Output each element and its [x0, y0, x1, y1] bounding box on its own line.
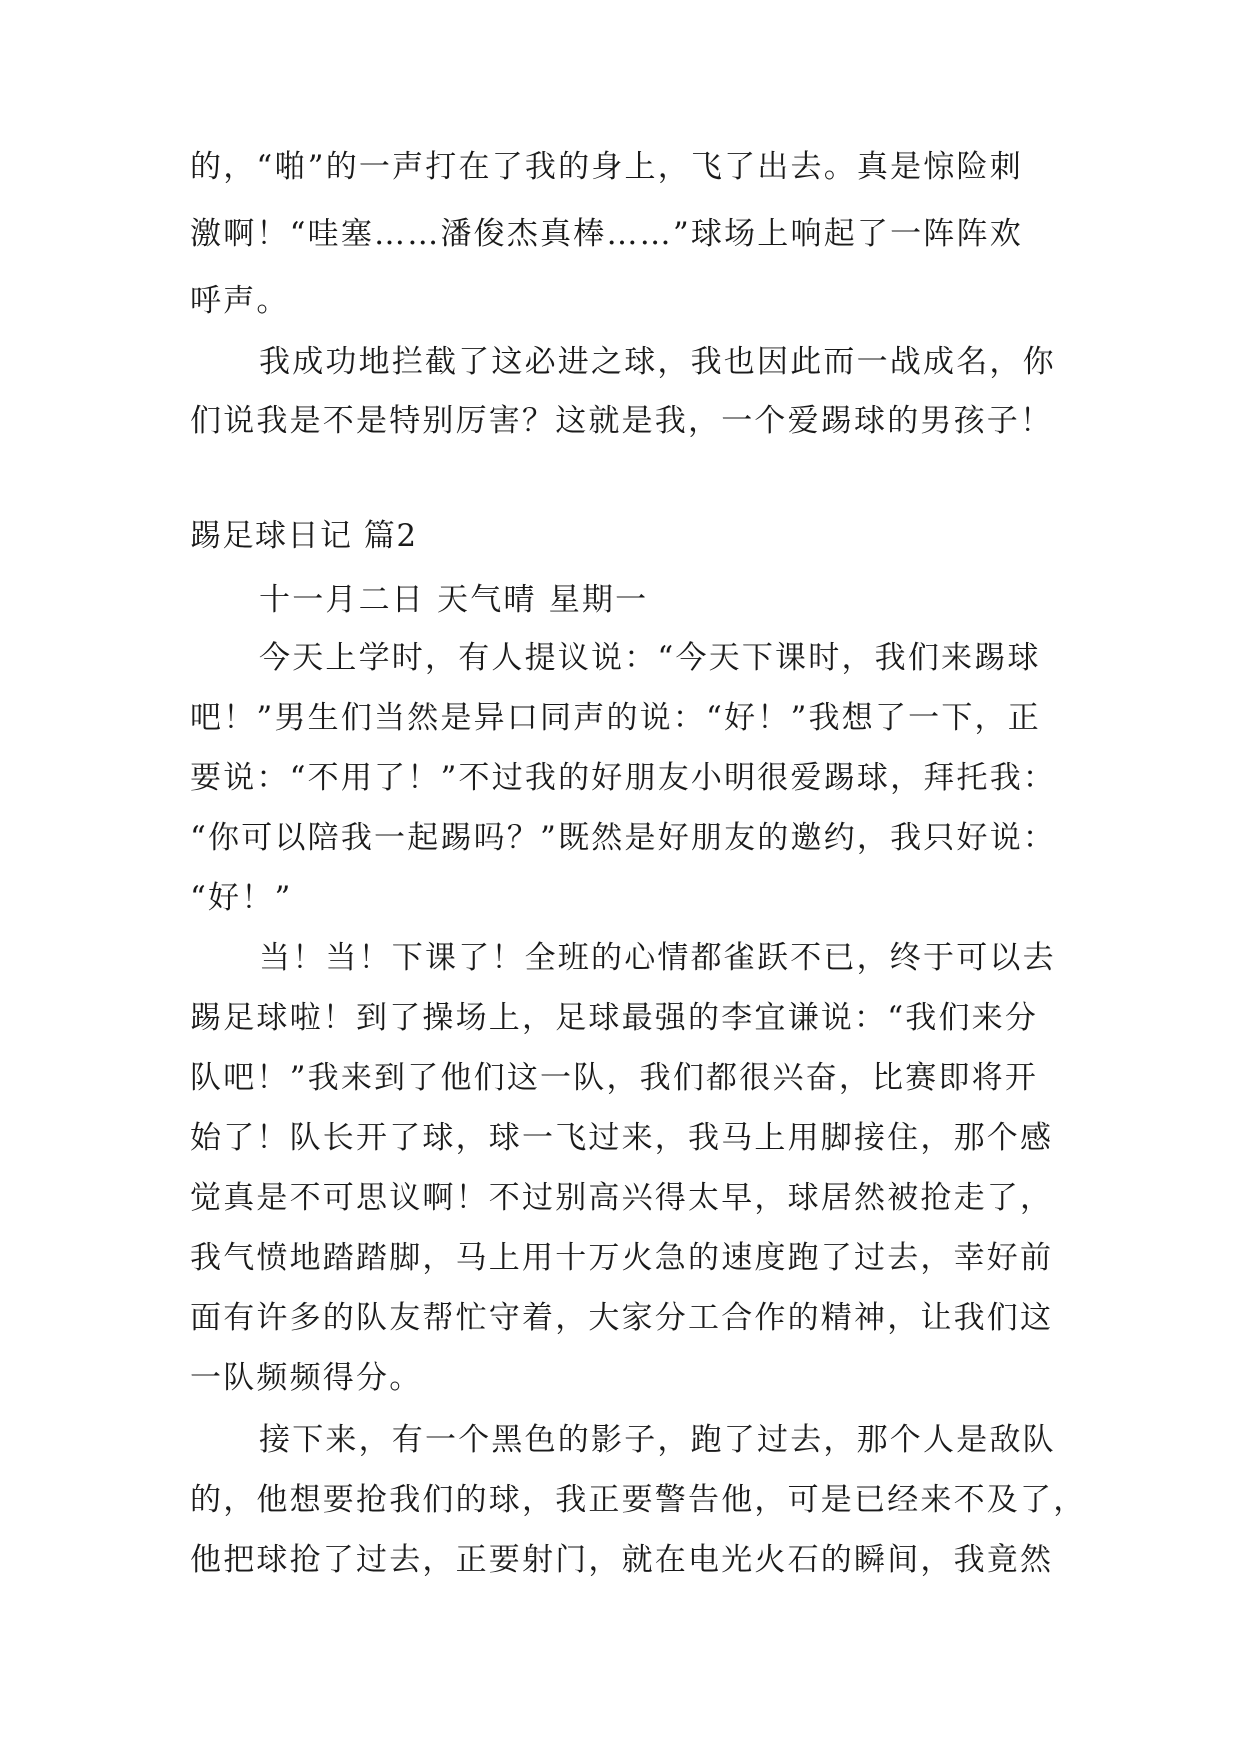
- paragraph-line: 他把球抢了过去，正要射门，就在电光火石的瞬间，我竟然: [190, 1542, 1054, 1578]
- paragraph-line: 要说：“不用了！”不过我的好朋友小明很爱踢球，拜托我：: [190, 760, 1057, 796]
- paragraph-line: 我成功地拦截了这必进之球，我也因此而一战成名，你: [259, 344, 1056, 380]
- paragraph-line: 当！当！下课了！全班的心情都雀跃不已，终于可以去: [259, 940, 1056, 976]
- paragraph-line: “你可以陪我一起踢吗？”既然是好朋友的邀约，我只好说：: [190, 820, 1057, 856]
- paragraph-line: 们说我是不是特别厉害？这就是我，一个爱踢球的男孩子！: [190, 403, 1054, 439]
- section-heading: 踢足球日记 篇2: [190, 518, 418, 554]
- paragraph-line: 激啊！“哇塞……潘俊杰真棒……”球场上响起了一阵阵欢: [190, 216, 1023, 252]
- paragraph-line: 的，“啪”的一声打在了我的身上，飞了出去。真是惊险刺: [190, 149, 1023, 185]
- paragraph-line: 我气愤地踏踏脚，马上用十万火急的速度跑了过去，幸好前: [190, 1240, 1054, 1276]
- paragraph-line: 吧！”男生们当然是异口同声的说：“好！”我想了一下，正: [190, 700, 1041, 736]
- paragraph-line: 一队频频得分。: [190, 1360, 423, 1396]
- paragraph-line: 接下来，有一个黑色的影子，跑了过去，那个人是敌队: [259, 1422, 1056, 1458]
- date-weather-line: 十一月二日 天气晴 星期一: [259, 582, 649, 618]
- paragraph-line: 觉真是不可思议啊！不过别高兴得太早，球居然被抢走了，: [190, 1180, 1054, 1216]
- paragraph-line: 踢足球啦！到了操场上，足球最强的李宜谦说：“我们来分: [190, 1000, 1039, 1036]
- paragraph-line: 呼声。: [190, 283, 290, 319]
- paragraph-line: 面有许多的队友帮忙守着，大家分工合作的精神，让我们这: [190, 1300, 1054, 1336]
- paragraph-line: 始了！队长开了球，球一飞过来，我马上用脚接住，那个感: [190, 1120, 1054, 1156]
- paragraph-line: 的，他想要抢我们的球，我正要警告他，可是已经来不及了，: [190, 1482, 1087, 1518]
- paragraph-line: 队吧！”我来到了他们这一队，我们都很兴奋，比赛即将开: [190, 1060, 1039, 1096]
- paragraph-line: 今天上学时，有人提议说：“今天下课时，我们来踢球: [259, 640, 1041, 676]
- paragraph-line: “好！”: [190, 880, 293, 916]
